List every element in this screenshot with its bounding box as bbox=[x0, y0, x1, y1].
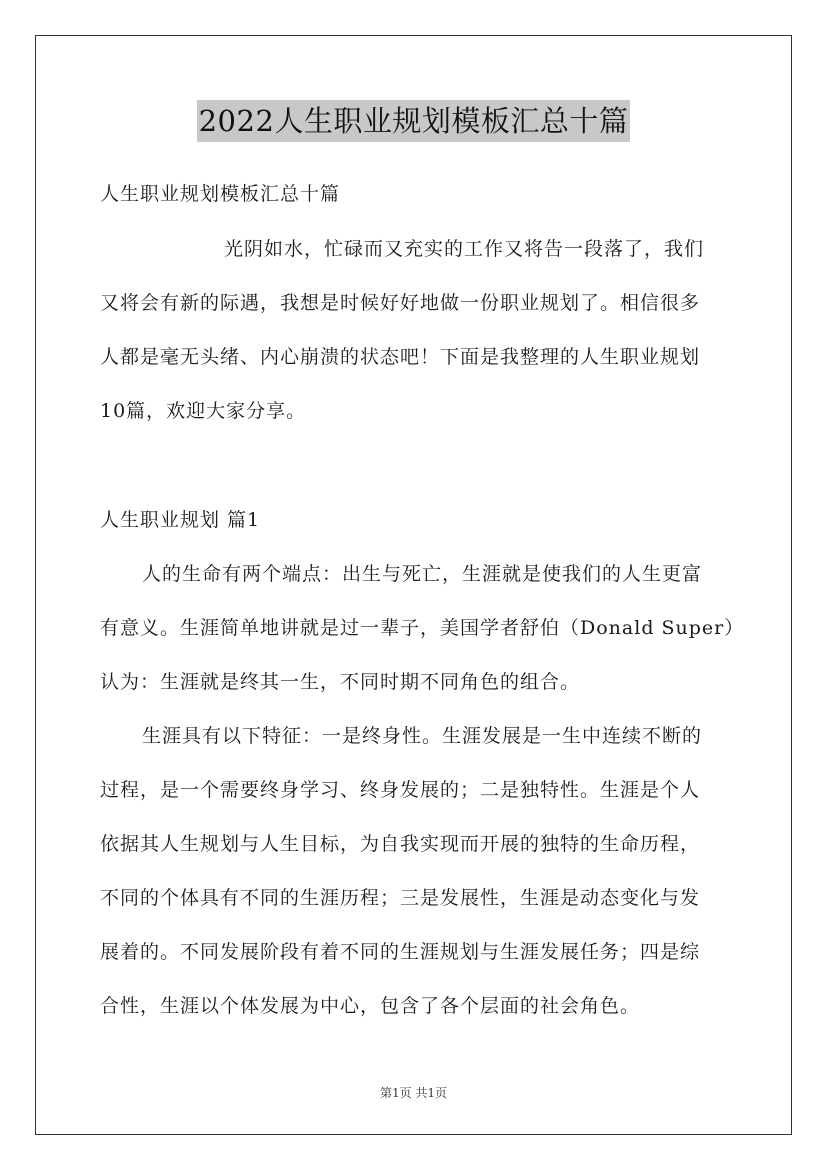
page-footer: 第1页 共1页 bbox=[379, 1086, 448, 1100]
intro-line-2: 又将会有新的际遇，我想是时候好好地做一份职业规划了。相信很多 bbox=[100, 292, 701, 314]
para2-line-6: 合性，生涯以个体发展为中心，包含了各个层面的社会角色。 bbox=[100, 995, 641, 1017]
para2-line-1: 生涯具有以下特征：一是终身性。生涯发展是一生中连续不断的 bbox=[142, 725, 703, 747]
document-subtitle: 人生职业规划模板汇总十篇 bbox=[100, 183, 341, 205]
para2-line-5: 展着的。不同发展阶段有着不同的生涯规划与生涯发展任务；四是综 bbox=[100, 941, 701, 963]
para1-line-1: 人的生命有两个端点：出生与死亡，生涯就是使我们的人生更富 bbox=[142, 563, 703, 585]
para2-line-2: 过程，是一个需要终身学习、终身发展的；二是独特性。生涯是个人 bbox=[100, 779, 701, 801]
title-container bbox=[0, 100, 827, 142]
intro-line-3: 人都是毫无头绪、内心崩溃的状态吧！下面是我整理的人生职业规划 bbox=[100, 346, 701, 368]
para1-line-3: 认为：生涯就是终其一生，不同时期不同角色的组合。 bbox=[100, 671, 581, 693]
para2-line-3: 依据其人生规划与人生目标，为自我实现而开展的独特的生命历程， bbox=[100, 833, 701, 855]
intro-line-1: 光阴如水，忙碌而又充实的工作又将告一段落了，我们 bbox=[224, 238, 705, 260]
para1-line-2: 有意义。生涯简单地讲就是过一辈子，美国学者舒伯（Donald Super） bbox=[100, 617, 745, 639]
para2-line-4: 不同的个体具有不同的生涯历程；三是发展性，生涯是动态变化与发 bbox=[100, 887, 701, 909]
intro-line-4: 10篇，欢迎大家分享。 bbox=[100, 400, 307, 422]
document-title: 2022人生职业规划模板汇总十篇 bbox=[197, 100, 631, 142]
section-heading: 人生职业规划 篇1 bbox=[100, 509, 261, 531]
